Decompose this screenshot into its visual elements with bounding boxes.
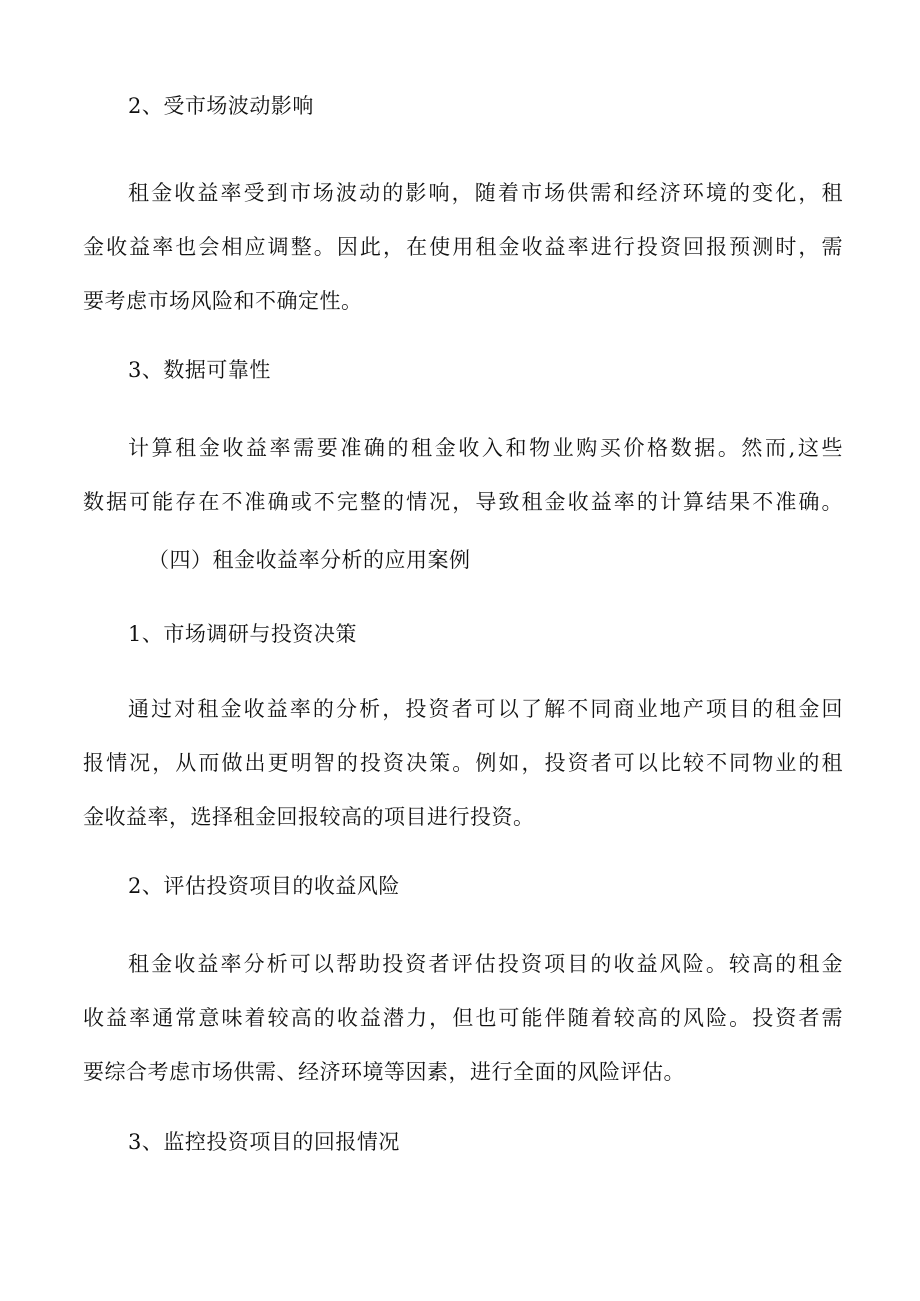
paragraph-research-line-3: 金收益率，选择租金回报较高的项目进行投资。 [83, 805, 535, 829]
section-four-title: （四）租金收益率分析的应用案例 [148, 548, 471, 572]
paragraph-risk-line-3: 要综合考虑市场供需、经济环境等因素，进行全面的风险评估。 [83, 1060, 685, 1084]
heading-monitor-returns: 3、监控投资项目的回报情况 [128, 1130, 400, 1154]
paragraph-data-line-1: 计算租金收益率需要准确的租金收入和物业购买价格数据。然而,这些 [128, 436, 843, 460]
paragraph-risk-line-2: 收益率通常意味着较高的收益潜力，但也可能伴随着较高的风险。投资者需 [83, 1006, 843, 1030]
paragraph-market-line-2: 金收益率也会相应调整。因此，在使用租金收益率进行投资回报预测时，需 [83, 235, 843, 259]
paragraph-research-line-2: 报情况，从而做出更明智的投资决策。例如，投资者可以比较不同物业的租 [83, 751, 843, 775]
heading-data-reliability: 3、数据可靠性 [128, 358, 271, 382]
paragraph-data-line-2: 数据可能存在不准确或不完整的情况，导致租金收益率的计算结果不准确。 [83, 490, 843, 514]
heading-market-fluctuation: 2、受市场波动影响 [128, 94, 314, 118]
paragraph-market-line-1: 租金收益率受到市场波动的影响，随着市场供需和经济环境的变化，租 [128, 181, 843, 205]
paragraph-risk-line-1: 租金收益率分析可以帮助投资者评估投资项目的收益风险。较高的租金 [128, 952, 843, 976]
paragraph-research-line-1: 通过对租金收益率的分析，投资者可以了解不同商业地产项目的租金回 [128, 697, 843, 721]
paragraph-market-line-3: 要考虑市场风险和不确定性。 [83, 289, 363, 313]
heading-risk-assessment: 2、评估投资项目的收益风险 [128, 874, 400, 898]
heading-market-research: 1、市场调研与投资决策 [128, 622, 357, 646]
